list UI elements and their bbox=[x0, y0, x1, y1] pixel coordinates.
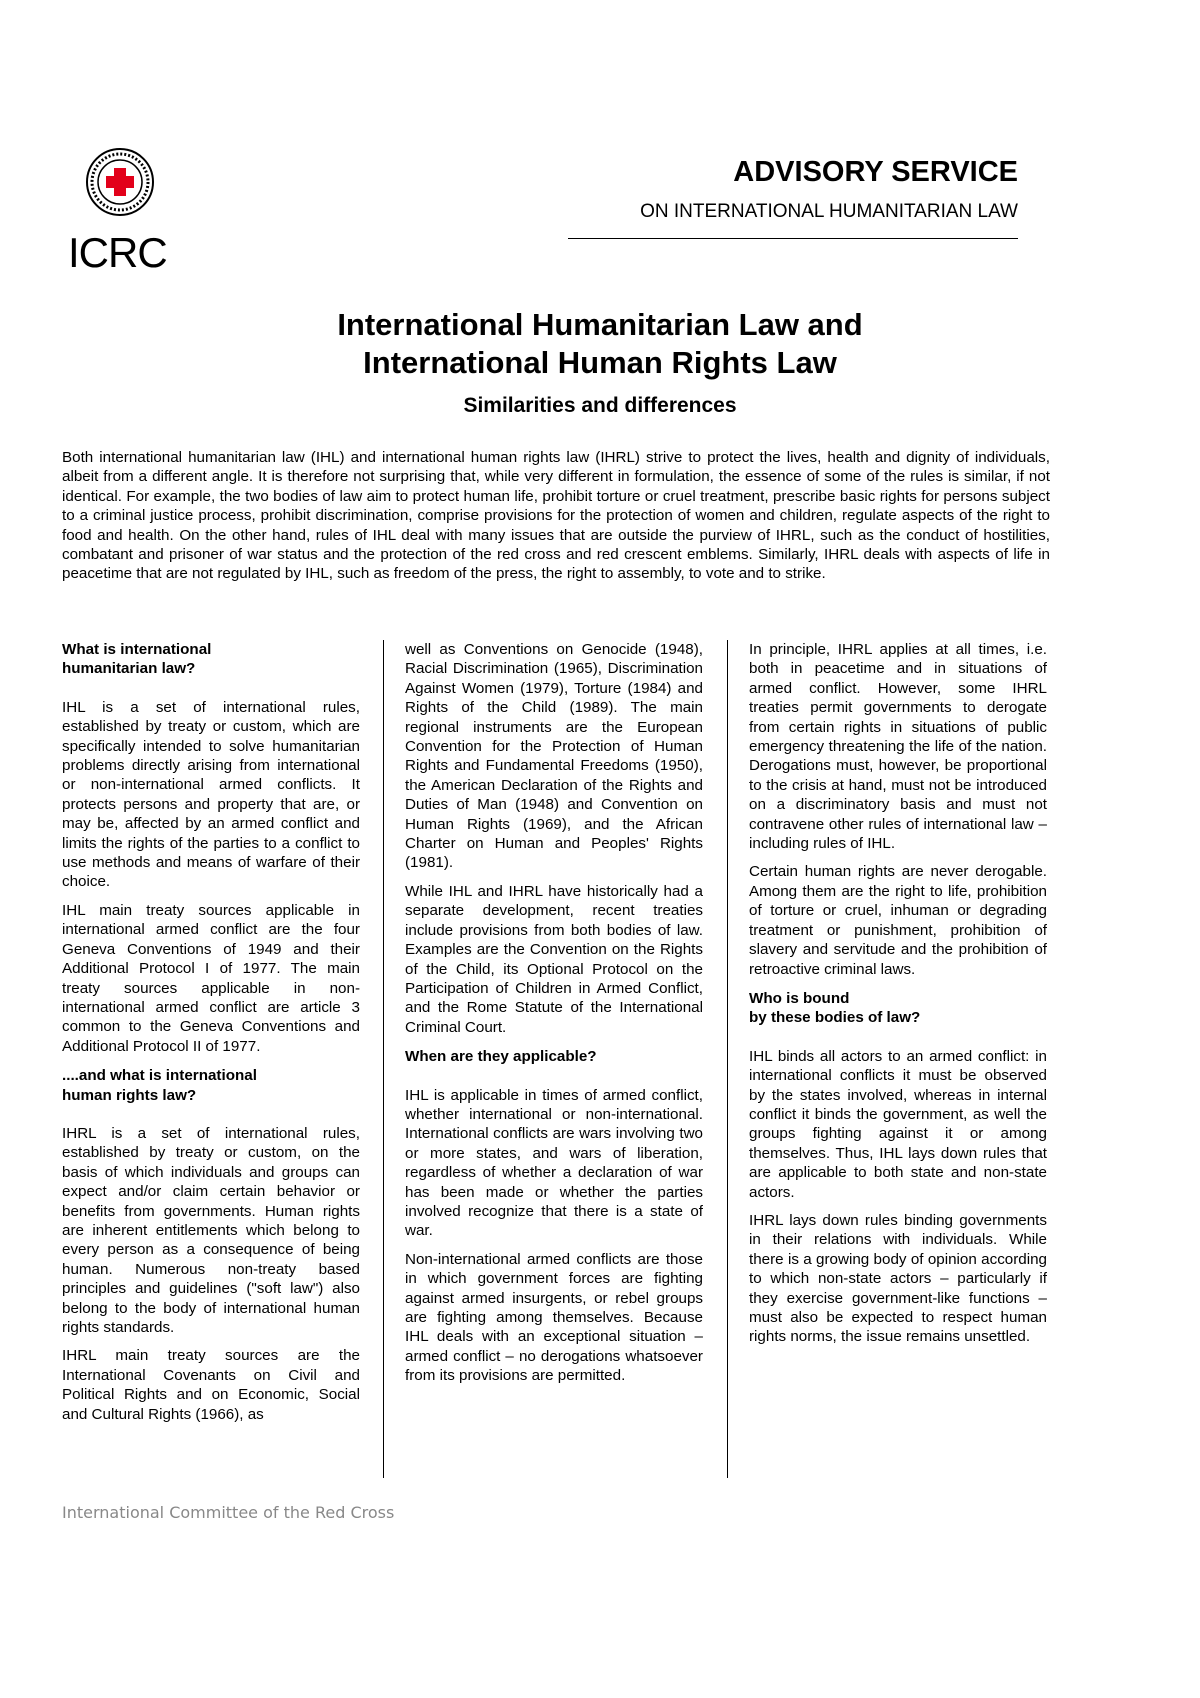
footer: International Committee of the Red Cross bbox=[62, 1503, 395, 1522]
paragraph: Non-international armed conflicts are those in which government forces are fighting against armed insurgents, or rebel groups are fighting among themselves. Because IHL deals with an exceptional situation – armed conflict – no derogations whatsoever from its provisions are permitted. bbox=[405, 1250, 703, 1385]
column-2 bbox=[405, 640, 703, 1395]
column-divider bbox=[383, 640, 384, 1478]
paragraph: IHL binds all actors to an armed conflict: in international conflicts it must be observed by the states involved, whereas in internal conflict it binds the government, as well the groups fighting against it or among themselves. Thus, IHL lays down rules that are applicable to both state and non-state actors. bbox=[749, 1047, 1047, 1201]
header-service: ADVISORY SERVICE bbox=[733, 156, 1018, 188]
red-cross-emblem-icon bbox=[84, 146, 156, 218]
page-title bbox=[0, 306, 1200, 382]
logo-acronym: ICRC bbox=[68, 229, 167, 276]
section-heading: ....and what is international human rights law? bbox=[62, 1067, 257, 1104]
paragraph: IHRL is a set of international rules, established by treaty or custom, on the basis of which individuals and groups can expect and/or claim certain behavior or benefits from governments. Human rights are inherent entitlements which belong to every person as a consequence of being human. Numerous non-treaty based principles and guidelines ("soft law") also belong to the body of international human rights standards. bbox=[62, 1124, 360, 1336]
title-line-2: International Human Rights Law bbox=[363, 345, 837, 380]
section-heading: Who is bound by these bodies of law? bbox=[749, 989, 921, 1027]
paragraph: IHL main treaty sources applicable in international armed conflict are the four Geneva Conventions of 1949 and their Additional Protocol I of 1977. The main treaty sources applicable in non-international armed conflict are article 3 common to the Geneva Conventions and Additional Protocol II of 1977. bbox=[62, 901, 360, 1055]
header-subtitle: ON INTERNATIONAL HUMANITARIAN LAW bbox=[640, 201, 1018, 222]
paragraph: In principle, IHRL applies at all times, i.e. both in peacetime and in situations of armed conflict. However, some IHRL treaties permit governments to derogate from certain rights in situations of public emergency threatening the life of the nation. Derogations must, however, be proportional to the crisis at hand, must not be introduced on a discriminatory basis and must not contravene other rules of international law – including rules of IHL. bbox=[749, 641, 1047, 853]
column-3 bbox=[749, 640, 1047, 1356]
page-subtitle: Similarities and differences bbox=[463, 394, 737, 417]
paragraph: While IHL and IHRL have historically had a separate development, recent treaties include provisions from both bodies of law. Examples are the Convention on the Rights of the Child, its Optional Protocol on the Participation of Children in Armed Conflict, and the Rome Statute of the International Criminal Court. bbox=[405, 882, 703, 1036]
paragraph: IHL is applicable in times of armed conflict, whether international or non-international. International conflicts are wars involving two or more states, and wars of liberation, regardless of whether a declaration of war has been made or whether the parties involved recognize that there is a state of war. bbox=[405, 1086, 703, 1240]
paragraph: IHRL lays down rules binding governments in their relations with individuals. While there is a growing body of opinion according to which non-state actors – particularly if they exercise government-like functions – must also be expected to respect human rights norms, the issue remains unsettled. bbox=[749, 1211, 1047, 1346]
column-divider bbox=[727, 640, 728, 1478]
column-1 bbox=[62, 640, 360, 1433]
intro-paragraph: Both international humanitarian law (IHL) and international human rights law (IHRL) strive to protect the lives, health and dignity of individuals, albeit from a different angle. It is therefore not surprising that, while very different in formulation, the essence of some of the rules is similar, if not identical. For example, the two bodies of law aim to protect human life, prohibit torture or cruel treatment, prescribe basic rights for persons subject to a criminal justice process, prohibit discrimination, comprise provisions for the protection of women and children, regulate aspects of the right to food and health. On the other hand, rules of IHL deal with many issues that are outside the purview of IHRL, such as the conduct of hostilities, combatant and prisoner of war status and the protection of the red cross and red crescent emblems. Similarly, IHRL deals with aspects of life in peacetime that are not regulated by IHL, such as freedom of the press, the right to assembly, to vote and to strike. bbox=[62, 449, 1050, 583]
header-rule bbox=[568, 238, 1018, 239]
title-line-1: International Humanitarian Law and bbox=[337, 307, 863, 342]
paragraph: IHL is a set of international rules, established by treaty or custom, which are specifically intended to solve humanitarian problems directly arising from international or non-international armed conflicts. It protects persons and property that are, or may be, affected by an armed conflict and limits the rights of the parties to a conflict to use methods and means of warfare of their choice. bbox=[62, 698, 360, 891]
section-heading: What is international humanitarian law? bbox=[62, 641, 212, 678]
paragraph: Certain human rights are never derogable. Among them are the right to life, prohibition of torture or cruel, inhuman or degrading treatment or punishment, prohibition of slavery and servitude and the prohibition of retroactive criminal laws. bbox=[749, 863, 1047, 978]
paragraph: IHRL main treaty sources are the International Covenants on Civil and Political Rights and on Economic, Social and Cultural Rights (1966), as bbox=[62, 1347, 360, 1423]
icrc-logo bbox=[84, 146, 174, 223]
section-heading: When are they applicable? bbox=[405, 1048, 597, 1066]
paragraph: well as Conventions on Genocide (1948), Racial Discrimination (1965), Discrimination Against Women (1979), Torture (1984) and Rights of the Child (1989). The main regional instruments are the European Convention for the Protection of Human Rights and Fundamental Freedoms (1950), the American Declaration of the Rights and Duties of Man (1948) and Convention on Human Rights (1969), and the African Charter on Human and Peoples' Rights (1981). bbox=[405, 641, 703, 872]
